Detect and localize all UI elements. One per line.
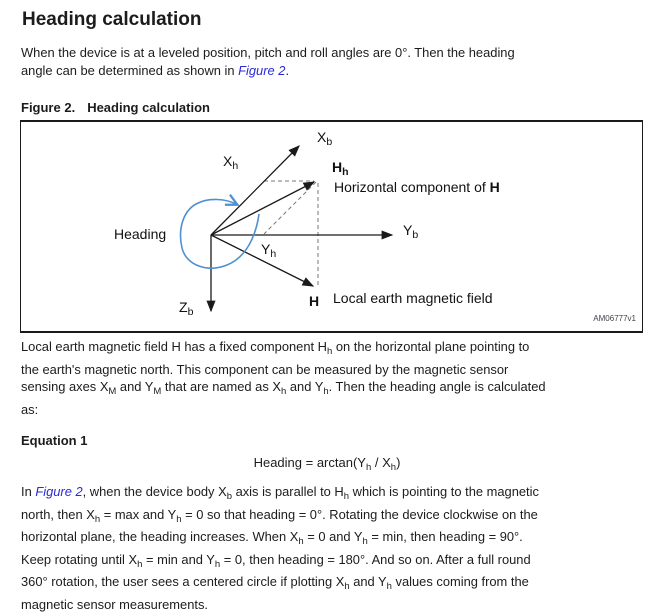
xh-component-label — [223, 154, 238, 174]
text-run: Keep rotating until X — [21, 551, 138, 567]
text-run: and Y — [286, 379, 324, 394]
text-run: = min and Y — [142, 551, 215, 567]
text-run: on the horizontal plane pointing to — [332, 339, 530, 354]
text-run: X — [317, 129, 327, 145]
text-run: horizontal plane, the heading increases. When X — [21, 529, 299, 544]
text-run: M — [108, 386, 117, 397]
heading-rotation-arc — [181, 199, 259, 268]
text-run: Local earth magnetic field H has a fixed component H — [21, 339, 327, 354]
xb-axis-label — [317, 130, 332, 150]
text-run: , when the device body X — [82, 484, 227, 499]
text-run: h — [326, 346, 333, 357]
text-run: b — [326, 136, 333, 148]
text-run: h — [94, 513, 101, 525]
text-run: h — [280, 386, 287, 397]
text-run: magnetic sensor measurements. — [21, 596, 208, 612]
text-run: When the device is at a leveled position, pitch and roll angles are 0°. Then the heading — [21, 45, 515, 60]
heading-angle-label — [114, 227, 166, 242]
text-run: h — [343, 491, 350, 502]
text-run: Local earth magnetic field — [333, 290, 493, 306]
outro-paragraph — [21, 483, 539, 613]
text-run: axis is parallel to H — [231, 484, 344, 499]
figure-2-link[interactable]: Figure 2 — [35, 484, 83, 499]
text-run: ) — [396, 455, 401, 470]
text-run: M — [153, 386, 162, 397]
text-run: h — [214, 558, 221, 570]
text-run: values coming from the — [391, 574, 529, 589]
figure-frame — [20, 120, 643, 333]
text-run: = 0, then heading = 180°. And so on. After a full round — [220, 551, 531, 567]
figure-watermark: AM06777v1 — [593, 314, 636, 323]
intro-paragraph — [21, 44, 515, 79]
page-title: Heading calculation — [22, 9, 202, 30]
text-run: Horizontal component of — [334, 179, 490, 195]
text-run: X — [223, 153, 233, 169]
text-run: h — [176, 513, 182, 525]
text-run: . Then the heading angle is calculated — [328, 379, 546, 394]
figure-caption-title: Heading calculation — [87, 100, 210, 115]
zb-axis-label — [179, 300, 193, 320]
text-run: H — [489, 179, 500, 195]
text-run: h — [342, 166, 349, 178]
text-run: Heading = arctan(Y — [253, 455, 366, 470]
text-run: h — [298, 536, 304, 547]
text-run: the earth's magnetic north. This component can be measured by the magnetic sensor — [21, 361, 509, 377]
h-vector-label — [309, 294, 319, 309]
text-run: and Y — [116, 379, 154, 394]
text-run: 360° rotation, the user sees a centered circle if plotting X — [21, 574, 345, 589]
yb-axis-label — [403, 223, 418, 243]
text-run: b — [187, 306, 194, 318]
text-run: and Y — [349, 574, 387, 589]
text-run: north, then X — [21, 506, 95, 522]
figure-2-link[interactable]: Figure 2 — [238, 62, 286, 78]
text-run: h — [137, 558, 143, 570]
equation-formula — [0, 455, 654, 473]
hh-vector-label — [332, 160, 349, 180]
text-run: H — [309, 293, 320, 309]
text-run: Y — [403, 222, 413, 238]
yh-component-label — [261, 242, 276, 262]
projection-dashed-diagonal — [264, 182, 316, 234]
text-run: as: — [21, 401, 39, 417]
local-field-label — [333, 291, 493, 306]
text-run: H — [332, 159, 343, 175]
text-run: = 0 so that heading = 0°. Rotating the device clockwise on the — [181, 506, 538, 522]
text-run: . — [285, 62, 290, 78]
text-run: sensing axes X — [21, 379, 109, 394]
text-run: angle can be determined as shown in — [21, 62, 239, 78]
text-run: h — [362, 536, 368, 547]
text-run: which is pointing to the magnetic — [349, 484, 539, 499]
figure-caption-label: Figure 2. — [21, 100, 76, 115]
figure-caption — [21, 100, 210, 115]
text-run: h — [390, 462, 397, 473]
text-run: b — [412, 229, 419, 241]
text-run: = 0 and Y — [303, 529, 363, 544]
text-run: / X — [371, 455, 391, 470]
text-run: h — [365, 462, 372, 473]
text-run: that are named as X — [161, 379, 281, 394]
text-run: h — [232, 160, 239, 172]
text-run: h — [386, 581, 392, 592]
equation-heading: Equation 1 — [21, 433, 88, 448]
text-run: b — [226, 491, 232, 502]
text-run: h — [270, 248, 277, 260]
hh-vector-arrow — [211, 182, 314, 235]
text-run: h — [344, 581, 350, 592]
text-run: Z — [179, 299, 188, 315]
body-paragraph — [21, 338, 546, 418]
text-run: h — [323, 386, 329, 397]
horizontal-component-label — [334, 180, 500, 195]
text-run: Heading — [114, 226, 167, 242]
text-run: = min, then heading = 90°. — [367, 529, 523, 544]
text-run: Y — [261, 241, 271, 257]
text-run: In — [21, 484, 36, 499]
text-run: = max and Y — [100, 506, 177, 522]
